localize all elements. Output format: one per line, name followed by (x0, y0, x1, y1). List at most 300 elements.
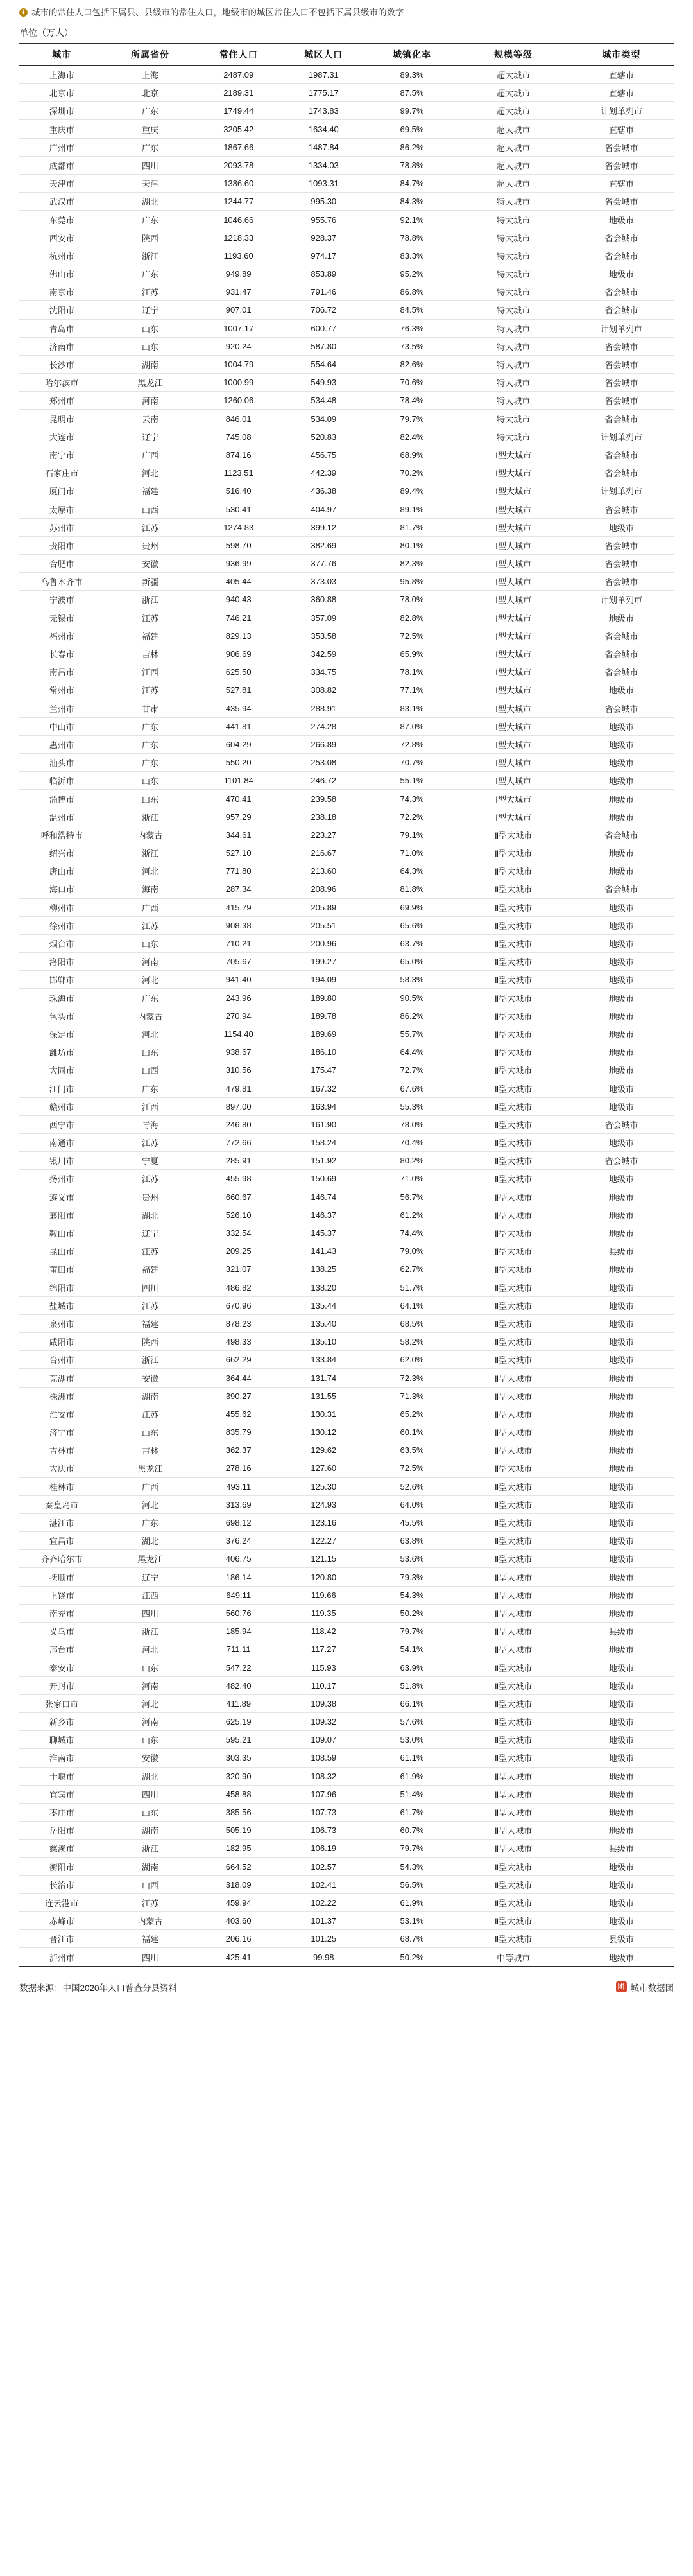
cell-urbanization-rate: 54.3% (366, 1586, 458, 1604)
cell-province: 江苏 (105, 1170, 196, 1188)
cell-urbanization-rate: 65.0% (366, 953, 458, 971)
table-row (19, 1314, 674, 1332)
table-row (19, 591, 674, 609)
cell-resident-population: 941.40 (196, 971, 281, 989)
cell-city: 佛山市 (19, 265, 105, 283)
cell-urbanization-rate: 74.3% (366, 790, 458, 808)
cell-city: 宜宾市 (19, 1785, 105, 1803)
cell-city: 厦门市 (19, 482, 105, 500)
cell-urban-population: 208.96 (281, 880, 366, 898)
cell-urban-population: 102.22 (281, 1893, 366, 1911)
cell-scale-grade: 超大城市 (458, 120, 569, 138)
table-row (19, 1676, 674, 1694)
cell-scale-grade: 超大城市 (458, 102, 569, 120)
cell-urban-population: 141.43 (281, 1242, 366, 1260)
cell-scale-grade: Ⅱ型大城市 (458, 1260, 569, 1278)
cell-urbanization-rate: 56.5% (366, 1875, 458, 1893)
brand-logo-icon: 团 (616, 1981, 627, 1992)
cell-urbanization-rate: 64.3% (366, 862, 458, 880)
cell-city: 成都市 (19, 156, 105, 174)
cell-urbanization-rate: 86.2% (366, 1007, 458, 1025)
cell-urbanization-rate: 60.7% (366, 1822, 458, 1840)
cell-urbanization-rate: 67.6% (366, 1079, 458, 1097)
cell-urban-population: 135.40 (281, 1314, 366, 1332)
cell-city-type: 地级市 (569, 1858, 674, 1875)
cell-city: 上海市 (19, 65, 105, 83)
cell-city: 淮安市 (19, 1405, 105, 1423)
cell-city: 株洲市 (19, 1387, 105, 1405)
cell-urban-population: 186.10 (281, 1043, 366, 1061)
cell-urbanization-rate: 61.7% (366, 1803, 458, 1821)
cell-city-type: 直辖市 (569, 120, 674, 138)
cell-city: 宜昌市 (19, 1532, 105, 1550)
cell-city: 烟台市 (19, 934, 105, 952)
cell-urban-population: 151.92 (281, 1152, 366, 1170)
cell-province: 黑龙江 (105, 1550, 196, 1568)
unit-label: 单位（万人） (19, 27, 73, 38)
cell-province: 广东 (105, 211, 196, 229)
cell-province: 江苏 (105, 1893, 196, 1911)
cell-city: 桂林市 (19, 1477, 105, 1495)
table-row (19, 1858, 674, 1875)
cell-urban-population: 1334.03 (281, 156, 366, 174)
cell-province: 内蒙古 (105, 1007, 196, 1025)
cell-city-type: 地级市 (569, 790, 674, 808)
cell-province: 河北 (105, 862, 196, 880)
cell-scale-grade: 中等城市 (458, 1948, 569, 1966)
cell-scale-grade: Ⅰ型大城市 (458, 573, 569, 591)
cell-city-type: 地级市 (569, 1441, 674, 1459)
cell-scale-grade: Ⅱ型大城市 (458, 1242, 569, 1260)
cell-resident-population: 243.96 (196, 989, 281, 1007)
cell-urbanization-rate: 79.0% (366, 1242, 458, 1260)
cell-scale-grade: Ⅱ型大城市 (458, 1079, 569, 1097)
cell-resident-population: 1007.17 (196, 319, 281, 337)
cell-province: 内蒙古 (105, 826, 196, 844)
cell-scale-grade: 特大城市 (458, 319, 569, 337)
cell-city-type: 省会城市 (569, 1152, 674, 1170)
cell-province: 浙江 (105, 1623, 196, 1640)
cell-city-type: 省会城市 (569, 337, 674, 355)
cell-urban-population: 436.38 (281, 482, 366, 500)
cell-province: 山东 (105, 1658, 196, 1676)
cell-city-type: 地级市 (569, 265, 674, 283)
cell-city-type: 地级市 (569, 1133, 674, 1151)
cell-scale-grade: 超大城市 (458, 65, 569, 83)
cell-city: 大同市 (19, 1061, 105, 1079)
cell-resident-population: 186.14 (196, 1568, 281, 1586)
cell-resident-population: 2189.31 (196, 84, 281, 102)
table-row (19, 518, 674, 536)
cell-city: 枣庄市 (19, 1803, 105, 1821)
cell-city-type: 省会城市 (569, 645, 674, 663)
table-head (19, 43, 674, 65)
cell-urbanization-rate: 70.7% (366, 754, 458, 772)
cell-province: 广东 (105, 1079, 196, 1097)
cell-resident-population: 310.56 (196, 1061, 281, 1079)
table-row (19, 265, 674, 283)
cell-city-type: 地级市 (569, 518, 674, 536)
header-scale-grade: 规模等级 (458, 43, 569, 65)
cell-urban-population: 1987.31 (281, 65, 366, 83)
cell-city: 中山市 (19, 717, 105, 735)
cell-city: 重庆市 (19, 120, 105, 138)
table-row (19, 1351, 674, 1369)
cell-province: 湖南 (105, 1387, 196, 1405)
cell-city: 南充市 (19, 1604, 105, 1622)
cell-urbanization-rate: 66.1% (366, 1694, 458, 1712)
cell-resident-population: 829.13 (196, 627, 281, 645)
cell-resident-population: 318.09 (196, 1875, 281, 1893)
cell-urbanization-rate: 51.4% (366, 1785, 458, 1803)
cell-scale-grade: Ⅱ型大城市 (458, 1623, 569, 1640)
cell-province: 浙江 (105, 808, 196, 826)
cell-city-type: 地级市 (569, 1260, 674, 1278)
cell-scale-grade: Ⅱ型大城市 (458, 1296, 569, 1314)
cell-resident-population: 390.27 (196, 1387, 281, 1405)
cell-resident-population: 270.94 (196, 1007, 281, 1025)
cell-city-type: 地级市 (569, 1513, 674, 1531)
cell-city-type: 地级市 (569, 989, 674, 1007)
cell-resident-population: 313.69 (196, 1495, 281, 1513)
cell-resident-population: 625.50 (196, 663, 281, 681)
cell-city: 福州市 (19, 627, 105, 645)
cell-resident-population: 1386.60 (196, 175, 281, 193)
cell-scale-grade: Ⅱ型大城市 (458, 1314, 569, 1332)
cell-city: 台州市 (19, 1351, 105, 1369)
cell-urbanization-rate: 74.4% (366, 1224, 458, 1242)
cell-resident-population: 931.47 (196, 283, 281, 301)
cell-resident-population: 1260.06 (196, 392, 281, 410)
cell-city: 南京市 (19, 283, 105, 301)
table-row (19, 735, 674, 753)
cell-urbanization-rate: 79.1% (366, 826, 458, 844)
cell-urbanization-rate: 86.8% (366, 283, 458, 301)
table-row (19, 1604, 674, 1622)
cell-city-type: 地级市 (569, 1170, 674, 1188)
cell-province: 广西 (105, 898, 196, 916)
cell-city: 合肥市 (19, 554, 105, 572)
cell-scale-grade: 特大城市 (458, 283, 569, 301)
cell-city: 大连市 (19, 428, 105, 446)
cell-province: 湖北 (105, 1767, 196, 1785)
cell-scale-grade: Ⅰ型大城市 (458, 609, 569, 627)
table-row (19, 754, 674, 772)
cell-scale-grade: Ⅱ型大城市 (458, 1912, 569, 1930)
cell-urban-population: 238.18 (281, 808, 366, 826)
cell-urban-population: 399.12 (281, 518, 366, 536)
cell-province: 江苏 (105, 283, 196, 301)
cell-urbanization-rate: 70.6% (366, 374, 458, 392)
cell-city: 绵阳市 (19, 1278, 105, 1296)
cell-scale-grade: Ⅱ型大城市 (458, 826, 569, 844)
cell-urbanization-rate: 78.8% (366, 156, 458, 174)
cell-province: 山东 (105, 934, 196, 952)
table-row (19, 102, 674, 120)
cell-province: 河南 (105, 953, 196, 971)
table-row (19, 229, 674, 247)
cell-scale-grade: Ⅱ型大城市 (458, 898, 569, 916)
cell-resident-population: 598.70 (196, 536, 281, 554)
cell-scale-grade: Ⅰ型大城市 (458, 554, 569, 572)
cell-city: 郑州市 (19, 392, 105, 410)
cell-city-type: 地级市 (569, 1893, 674, 1911)
cell-urban-population: 353.58 (281, 627, 366, 645)
cell-urban-population: 1743.83 (281, 102, 366, 120)
cell-urbanization-rate: 72.7% (366, 1061, 458, 1079)
cell-city: 长沙市 (19, 355, 105, 373)
cell-city: 济南市 (19, 337, 105, 355)
cell-city-type: 地级市 (569, 1351, 674, 1369)
cell-urban-population: 1634.40 (281, 120, 366, 138)
cell-resident-population: 547.22 (196, 1658, 281, 1676)
cell-scale-grade: Ⅱ型大城市 (458, 1550, 569, 1568)
cell-urbanization-rate: 79.7% (366, 1623, 458, 1640)
table-row (19, 1731, 674, 1749)
cell-resident-population: 711.11 (196, 1640, 281, 1658)
cell-urbanization-rate: 82.8% (366, 609, 458, 627)
cell-province: 浙江 (105, 591, 196, 609)
table-row (19, 1333, 674, 1351)
cell-urban-population: 117.27 (281, 1640, 366, 1658)
table-row (19, 175, 674, 193)
cell-city: 海口市 (19, 880, 105, 898)
cell-urbanization-rate: 54.1% (366, 1640, 458, 1658)
cell-province: 山东 (105, 337, 196, 355)
cell-resident-population: 278.16 (196, 1459, 281, 1477)
cell-scale-grade: Ⅰ型大城市 (458, 681, 569, 699)
cell-resident-population: 670.96 (196, 1296, 281, 1314)
table-row (19, 1224, 674, 1242)
cell-resident-population: 493.11 (196, 1477, 281, 1495)
cell-urbanization-rate: 51.7% (366, 1278, 458, 1296)
cell-resident-population: 425.41 (196, 1948, 281, 1966)
cell-urban-population: 377.76 (281, 554, 366, 572)
cell-city: 呼和浩特市 (19, 826, 105, 844)
cell-resident-population: 470.41 (196, 790, 281, 808)
cell-city-type: 地级市 (569, 934, 674, 952)
cell-scale-grade: Ⅱ型大城市 (458, 1459, 569, 1477)
cell-urbanization-rate: 57.6% (366, 1712, 458, 1730)
cell-city-type: 省会城市 (569, 663, 674, 681)
table-row (19, 1803, 674, 1821)
cell-city: 赤峰市 (19, 1912, 105, 1930)
cell-resident-population: 710.21 (196, 934, 281, 952)
table-row (19, 1206, 674, 1224)
cell-city-type: 地级市 (569, 1712, 674, 1730)
cell-urban-population: 118.42 (281, 1623, 366, 1640)
table-row (19, 663, 674, 681)
cell-resident-population: 1123.51 (196, 464, 281, 482)
cell-city: 常州市 (19, 681, 105, 699)
cell-scale-grade: Ⅱ型大城市 (458, 1532, 569, 1550)
cell-urbanization-rate: 53.6% (366, 1550, 458, 1568)
cell-urban-population: 928.37 (281, 229, 366, 247)
cell-resident-population: 1274.83 (196, 518, 281, 536)
cell-urbanization-rate: 61.9% (366, 1767, 458, 1785)
cell-urban-population: 131.55 (281, 1387, 366, 1405)
cell-scale-grade: Ⅱ型大城市 (458, 1170, 569, 1188)
cell-scale-grade: Ⅱ型大城市 (458, 1893, 569, 1911)
cell-scale-grade: Ⅱ型大城市 (458, 1712, 569, 1730)
cell-urban-population: 274.28 (281, 717, 366, 735)
cell-resident-population: 897.00 (196, 1097, 281, 1115)
cell-city: 江门市 (19, 1079, 105, 1097)
cell-province: 贵州 (105, 1188, 196, 1206)
table-row (19, 1260, 674, 1278)
cell-province: 四川 (105, 1604, 196, 1622)
cell-resident-population: 3205.42 (196, 120, 281, 138)
cell-province: 海南 (105, 880, 196, 898)
cell-scale-grade: Ⅱ型大城市 (458, 1423, 569, 1441)
cell-resident-population: 362.37 (196, 1441, 281, 1459)
cell-city: 长治市 (19, 1875, 105, 1893)
cell-province: 江西 (105, 1586, 196, 1604)
cell-city-type: 省会城市 (569, 446, 674, 464)
cell-city-type: 地级市 (569, 1640, 674, 1658)
table-row (19, 1188, 674, 1206)
table-row (19, 392, 674, 410)
cell-urban-population: 133.84 (281, 1351, 366, 1369)
cell-urbanization-rate: 80.1% (366, 536, 458, 554)
cell-urbanization-rate: 61.9% (366, 1893, 458, 1911)
cell-urban-population: 127.60 (281, 1459, 366, 1477)
cell-city-type: 地级市 (569, 1948, 674, 1966)
cell-urban-population: 122.27 (281, 1532, 366, 1550)
cell-urban-population: 150.69 (281, 1170, 366, 1188)
header-urban-population: 城区人口 (281, 43, 366, 65)
cell-resident-population: 209.25 (196, 1242, 281, 1260)
cell-scale-grade: Ⅱ型大城市 (458, 1930, 569, 1948)
cell-scale-grade: Ⅱ型大城市 (458, 916, 569, 934)
cell-province: 北京 (105, 84, 196, 102)
cell-city-type: 省会城市 (569, 229, 674, 247)
cell-resident-population: 332.54 (196, 1224, 281, 1242)
cell-urban-population: 456.75 (281, 446, 366, 464)
cell-province: 安徽 (105, 1749, 196, 1767)
cell-city-type: 地级市 (569, 1043, 674, 1061)
table-row (19, 1930, 674, 1948)
cell-scale-grade: 超大城市 (458, 156, 569, 174)
cell-city-type: 直辖市 (569, 84, 674, 102)
cell-city-type: 地级市 (569, 1785, 674, 1803)
cell-urbanization-rate: 65.6% (366, 916, 458, 934)
cell-urban-population: 357.09 (281, 609, 366, 627)
cell-city-type: 地级市 (569, 1025, 674, 1043)
cell-urban-population: 163.94 (281, 1097, 366, 1115)
cell-urbanization-rate: 52.6% (366, 1477, 458, 1495)
cell-province: 浙江 (105, 1840, 196, 1858)
cell-scale-grade: Ⅱ型大城市 (458, 1097, 569, 1115)
cell-resident-population: 455.98 (196, 1170, 281, 1188)
cell-urban-population: 199.27 (281, 953, 366, 971)
cell-urbanization-rate: 79.3% (366, 1568, 458, 1586)
cell-city-type: 地级市 (569, 1296, 674, 1314)
cell-province: 安徽 (105, 554, 196, 572)
cell-province: 广西 (105, 446, 196, 464)
cell-city: 上饶市 (19, 1586, 105, 1604)
cell-resident-population: 458.88 (196, 1785, 281, 1803)
cell-resident-population: 625.19 (196, 1712, 281, 1730)
cell-urbanization-rate: 72.5% (366, 1459, 458, 1477)
cell-scale-grade: 特大城市 (458, 410, 569, 428)
cell-city-type: 地级市 (569, 754, 674, 772)
cell-scale-grade: Ⅰ型大城市 (458, 735, 569, 753)
cell-city: 遵义市 (19, 1188, 105, 1206)
cell-city-type: 县级市 (569, 1840, 674, 1858)
cell-urbanization-rate: 95.2% (366, 265, 458, 283)
cell-city-type: 省会城市 (569, 156, 674, 174)
cell-urban-population: 102.57 (281, 1858, 366, 1875)
cell-resident-population: 906.69 (196, 645, 281, 663)
cell-city-type: 县级市 (569, 1623, 674, 1640)
cell-city-type: 计划单列市 (569, 482, 674, 500)
cell-scale-grade: Ⅱ型大城市 (458, 1188, 569, 1206)
cell-province: 湖南 (105, 355, 196, 373)
cell-urbanization-rate: 84.5% (366, 301, 458, 319)
cell-province: 浙江 (105, 844, 196, 862)
cell-urban-population: 161.90 (281, 1115, 366, 1133)
cell-city-type: 地级市 (569, 1097, 674, 1115)
cell-city: 衡阳市 (19, 1858, 105, 1875)
cell-province: 广东 (105, 138, 196, 156)
cell-city: 咸阳市 (19, 1333, 105, 1351)
cell-city-type: 地级市 (569, 1206, 674, 1224)
cell-urban-population: 110.17 (281, 1676, 366, 1694)
cell-urbanization-rate: 82.4% (366, 428, 458, 446)
cell-resident-population: 1749.44 (196, 102, 281, 120)
cell-urbanization-rate: 81.8% (366, 880, 458, 898)
table-row (19, 790, 674, 808)
cell-urbanization-rate: 87.0% (366, 717, 458, 735)
cell-city: 抚顺市 (19, 1568, 105, 1586)
cell-urban-population: 135.10 (281, 1333, 366, 1351)
table-row (19, 482, 674, 500)
cell-urbanization-rate: 51.8% (366, 1676, 458, 1694)
cell-scale-grade: 特大城市 (458, 247, 569, 265)
table-row (19, 1043, 674, 1061)
cell-urban-population: 1093.31 (281, 175, 366, 193)
table-row (19, 301, 674, 319)
cell-scale-grade: Ⅱ型大城市 (458, 1785, 569, 1803)
cell-city-type: 地级市 (569, 1875, 674, 1893)
cell-resident-population: 1218.33 (196, 229, 281, 247)
cell-resident-population: 874.16 (196, 446, 281, 464)
cell-urbanization-rate: 72.2% (366, 808, 458, 826)
cell-resident-population: 595.21 (196, 1731, 281, 1749)
cell-scale-grade: Ⅰ型大城市 (458, 645, 569, 663)
cell-city: 新乡市 (19, 1712, 105, 1730)
cell-urbanization-rate: 83.1% (366, 699, 458, 717)
header-city: 城市 (19, 43, 105, 65)
cell-resident-population: 321.07 (196, 1260, 281, 1278)
cell-urban-population: 123.16 (281, 1513, 366, 1531)
table-row (19, 717, 674, 735)
cell-city: 赣州市 (19, 1097, 105, 1115)
cell-urban-population: 373.03 (281, 573, 366, 591)
cell-urbanization-rate: 58.2% (366, 1333, 458, 1351)
cell-resident-population: 1244.77 (196, 193, 281, 211)
cell-urbanization-rate: 78.0% (366, 1115, 458, 1133)
cell-resident-population: 385.56 (196, 1803, 281, 1821)
cell-urban-population: 995.30 (281, 193, 366, 211)
cell-city: 开封市 (19, 1676, 105, 1694)
cell-province: 青海 (105, 1115, 196, 1133)
cell-scale-grade: Ⅱ型大城市 (458, 1405, 569, 1423)
cell-resident-population: 411.89 (196, 1694, 281, 1712)
table-row (19, 699, 674, 717)
cell-city-type: 直辖市 (569, 175, 674, 193)
